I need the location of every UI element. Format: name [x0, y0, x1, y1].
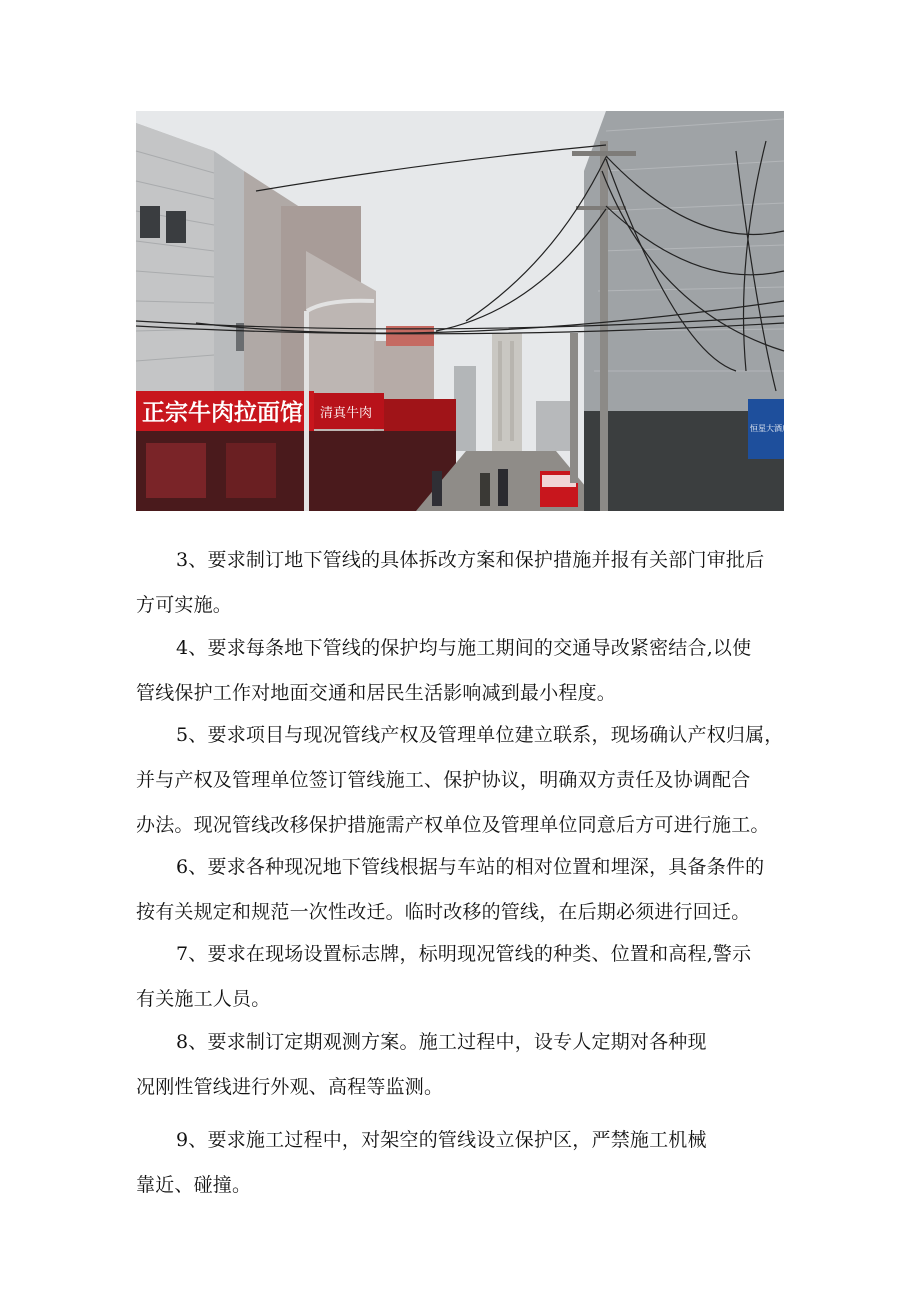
paragraph-4-line-1: 4、要求每条地下管线的保护均与施工期间的交通导改紧密结合,以使	[176, 637, 752, 659]
sign-right-text: 恒星大酒店	[750, 424, 790, 433]
paragraph-3-line-1: 3、要求制订地下管线的具体拆改方案和保护措施并报有关部门审批后	[176, 549, 765, 571]
paragraph-8-line-2: 况刚性管线进行外观、高程等监测。	[136, 1076, 444, 1098]
body-text	[136, 713, 786, 848]
paragraph-3-line-2: 方可实施。	[136, 594, 233, 616]
paragraph-6-line-1: 6、要求各种现况地下管线根据与车站的相对位置和埋深，具备条件的	[176, 856, 765, 878]
paragraph-5-line-3: 办法。现况管线改移保护措施需产权单位及管理单位同意后方可进行施工。	[136, 814, 770, 836]
street-photo	[136, 111, 790, 511]
paragraph-7-line-2: 有关施工人员。	[136, 988, 271, 1010]
sign-left-small-text: 清真牛肉	[320, 406, 373, 421]
street-scene-illustration	[136, 111, 790, 511]
paragraph-9-line-1: 9、要求施工过程中，对架空的管线设立保护区，严禁施工机械	[176, 1129, 707, 1151]
sign-left-text: 正宗牛肉拉面馆	[142, 400, 303, 426]
body-text	[136, 845, 786, 935]
body-text	[136, 932, 786, 1022]
body-text	[136, 538, 786, 628]
body-text	[136, 1118, 786, 1208]
paragraph-6-line-2: 按有关规定和规范一次性改迁。临时改移的管线，在后期必须进行回迁。	[136, 901, 751, 923]
paragraph-4-line-2: 管线保护工作对地面交通和居民生活影响减到最小程度。	[136, 682, 617, 704]
paragraph-8-line-1: 8、要求制订定期观测方案。施工过程中，设专人定期对各种现	[176, 1031, 707, 1053]
body-text	[136, 1020, 786, 1110]
paragraph-5-line-1: 5、要求项目与现况管线产权及管理单位建立联系，现场确认产权归属，	[176, 724, 784, 746]
paragraph-9-line-2: 靠近、碰撞。	[136, 1174, 252, 1196]
paragraph-7-line-1: 7、要求在现场设置标志牌，标明现况管线的种类、位置和高程,警示	[176, 943, 752, 965]
body-text	[136, 626, 786, 716]
paragraph-5-line-2: 并与产权及管理单位签订管线施工、保护协议，明确双方责任及协调配合	[136, 769, 751, 791]
